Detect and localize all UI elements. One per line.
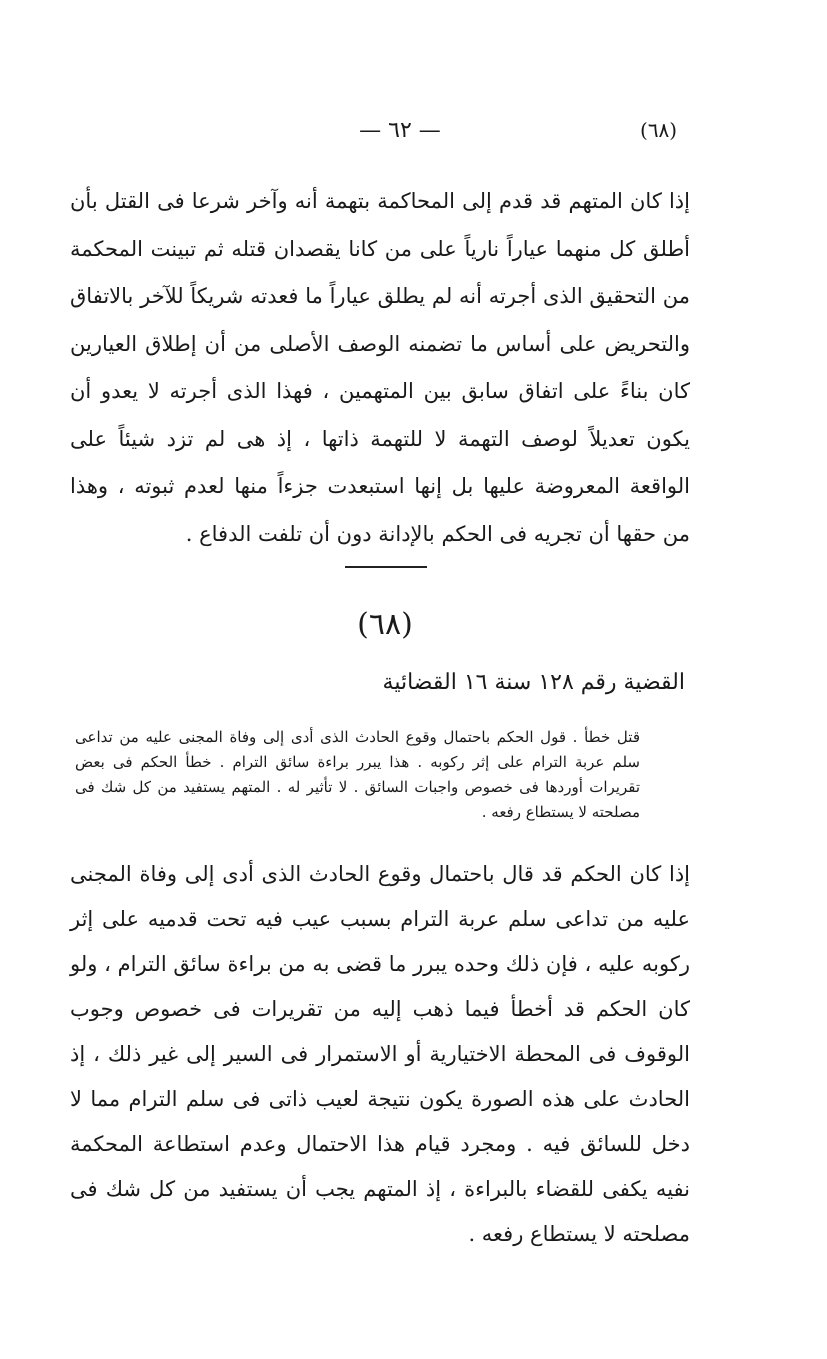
ruling-text: إذا كان الحكم قد قال باحتمال وقوع الحادث الذى أدى إلى وفاة المجنى عليه من تداعى سلم عربة الترام بسبب عيب فيه تحت قدميه على إثر ركوبه عليه ، فإن ذلك وحده يبرر ما قضى به من براءة سائق الترام ، ولو كان الحكم قد أخطأ فيما ذهب إليه من تقريرات فى خصوص وجوب الوقوف فى المحطة الاختيارية أو الاستمرار فى السير إلى غير ذلك ، إذ الحادث على هذه الصورة يكون نتيجة لعيب ذاتى فى سلم الترام مما لا دخل للسائق فيه . ومجرد قيام هذا الاحتمال وعدم استطاعة المحكمة نفيه يكفى للقضاء بالبراءة ، إذ المتهم يجب أن يستفيد من كل شك فى مصلحته لا يستطاع رفعه . bbox=[70, 862, 690, 1246]
case-summary bbox=[75, 725, 680, 825]
case-number: (٦٨) bbox=[357, 607, 413, 642]
paragraph-text: إذا كان المتهم قد قدم إلى المحاكمة بتهمة أنه وآخر شرعا فى القتل بأن أطلق كل منهما عياراً نارياً على من كانا يقصدان قتله ثم تبينت المحكمة من التحقيق الذى أجرته أنه لم يطلق عياراً ما فعدته شريكاً للآخر بالاتفاق والتحريض على أساس ما تضمنه الوصف الأصلى من أن إطلاق العيارين كان بناءً على اتفاق سابق بين المتهمين ، فهذا الذى أجرته لا يعدو أن يكون تعديلاً لوصف التهمة لا للتهمة ذاتها ، إذ هى لم تزد شيئاً على الواقعة المعروضة عليها بل إنها استبعدت جزءاً منها لعدم ثبوته ، وهذا من حقها أن تجريه فى الحكم بالإدانة دون أن تلفت الدفاع . bbox=[70, 189, 690, 546]
paragraph-previous-ruling bbox=[70, 178, 730, 558]
case-ruling bbox=[70, 852, 730, 1257]
running-section-number: (٦٨) bbox=[640, 118, 678, 142]
case-title: القضية رقم ١٢٨ سنة ١٦ القضائية bbox=[382, 670, 685, 695]
summary-text: قتل خطأ . قول الحكم باحتمال وقوع الحادث الذى أدى إلى وفاة المجنى عليه من تداعى سلم عربة الترام على إثر ركوبه . هذا يبرر براءة سائق الترام . خطأ الحكم فى بعض تقريرات أوردها فى خصوص واجبات السائق . لا تأثير له . المتهم يستفيد من كل شك فى مصلحته لا يستطاع رفعه . bbox=[75, 728, 640, 821]
page-number: — ٦٢ — bbox=[359, 118, 441, 143]
section-divider bbox=[345, 566, 427, 568]
